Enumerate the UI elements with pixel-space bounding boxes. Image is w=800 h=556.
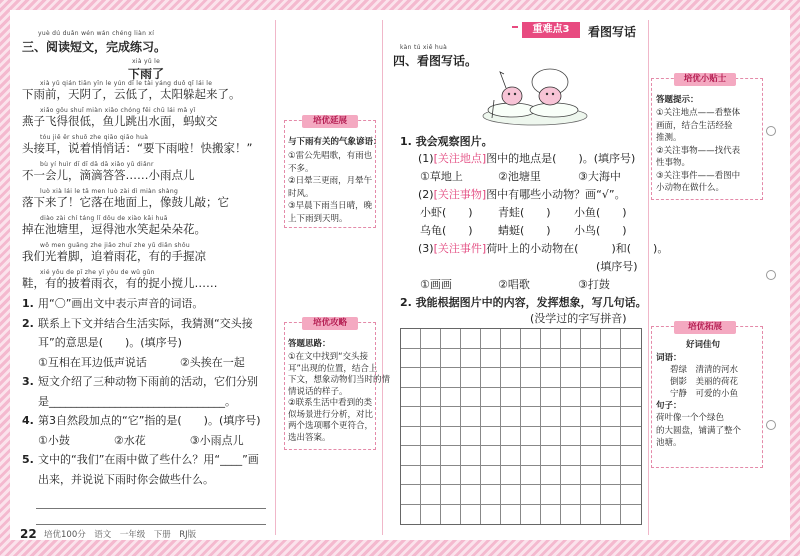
strategy-line: ②联系生活中看到的类	[288, 398, 373, 408]
tip-line: 小动物在做什么。	[656, 183, 725, 193]
grid-cell[interactable]	[601, 388, 621, 408]
q1-1-option: ①草地上	[420, 170, 463, 183]
grid-cell[interactable]	[501, 329, 521, 349]
grid-cell[interactable]	[621, 485, 641, 505]
grid-cell[interactable]	[441, 485, 461, 505]
animal-checkbox[interactable]: 小鱼( )	[574, 206, 627, 219]
grid-cell[interactable]	[461, 446, 481, 466]
tips-tag: 培优小贴士	[674, 73, 736, 86]
right-section-title: 四、看图写话。	[393, 54, 478, 68]
q1-3-option: ③打鼓	[578, 278, 610, 291]
grid-cell[interactable]	[441, 407, 461, 427]
sentence-line: 的大圆盘，铺满了整个	[656, 425, 742, 436]
grid-cell[interactable]	[481, 329, 501, 349]
tip-line: ③关注事件——看图中	[656, 170, 741, 181]
grid-cell[interactable]	[561, 427, 581, 447]
grid-cell[interactable]	[501, 505, 521, 525]
q1-1-option: ②池塘里	[498, 170, 541, 183]
focus-place-tag: 关注地点	[437, 152, 482, 165]
grid-cell[interactable]	[441, 368, 461, 388]
grid-cell[interactable]	[581, 407, 601, 427]
q1-3: (3)[关注事件]荷叶上的小动物在( )和( )。	[418, 242, 669, 255]
question-number: 1.	[22, 297, 34, 310]
passage-line-pinyin: xié yǒu de pī zhe yī yǒu de wǔ gǔn	[40, 269, 155, 276]
q1-3-option: ②唱歌	[498, 278, 530, 291]
question-text: 联系上下文并结合生活实际，我猜测“交头接	[38, 316, 253, 330]
passage-line-pinyin: diào zài chí táng lǐ dōu de xiào kāi huā	[40, 215, 168, 222]
grid-cell[interactable]	[581, 446, 601, 466]
grid-cell[interactable]	[541, 368, 561, 388]
passage-line-pinyin: wǒ men guāng zhe jiǎo zhuī zhe yǔ diǎn shǒu	[40, 242, 190, 249]
grid-cell[interactable]	[401, 505, 421, 525]
grid-cell[interactable]	[521, 505, 541, 525]
word-pair: 倒影 美丽的荷花	[670, 377, 739, 387]
strategy-line: 选出答案。	[288, 432, 331, 443]
q1-2-text: 图中有哪些小动物？画“√”。	[486, 188, 626, 201]
animal-checkbox[interactable]: 小鸟( )	[574, 224, 627, 237]
question-text: 文中的“我们”在雨中做了些什么？用“____”画	[38, 453, 259, 466]
binder-ring	[766, 270, 776, 280]
grid-cell[interactable]	[561, 329, 581, 349]
grid-cell[interactable]	[461, 466, 481, 486]
grid-cell[interactable]	[561, 505, 581, 525]
grid-cell[interactable]	[441, 466, 461, 486]
grid-cell[interactable]	[561, 349, 581, 369]
grid-cell[interactable]	[621, 466, 641, 486]
grid-cell[interactable]	[401, 427, 421, 447]
passage-title-pinyin: xià yǔ le	[132, 58, 161, 65]
grid-cell[interactable]	[501, 368, 521, 388]
grid-cell[interactable]	[621, 388, 641, 408]
grid-cell[interactable]	[541, 466, 561, 486]
grid-cell[interactable]	[521, 466, 541, 486]
tip-line: 画面，结合生活经验	[656, 120, 733, 131]
grid-cell[interactable]	[621, 505, 641, 525]
grid-cell[interactable]	[541, 427, 561, 447]
grid-cell[interactable]	[481, 466, 501, 486]
question-text: 短文介绍了三种动物下雨前的活动，它们分别	[38, 375, 258, 388]
strategy-line: 两个选项哪个更符合，	[288, 421, 374, 431]
q1-1: (1)[关注地点]图中的地点是( )。(填序号)	[418, 152, 636, 165]
strategy-line: 情说话的样子。	[288, 386, 348, 397]
grid-cell[interactable]	[521, 329, 541, 349]
extension-line: 时风。	[288, 188, 314, 199]
grid-cell[interactable]	[581, 466, 601, 486]
binder-ring	[766, 126, 776, 136]
focus-event-tag: 关注事件	[437, 242, 482, 255]
grid-cell[interactable]	[541, 407, 561, 427]
binder-ring	[766, 420, 776, 430]
animal-checkbox[interactable]: 青蛙( )	[498, 206, 551, 219]
grid-cell[interactable]	[481, 368, 501, 388]
question-number: 3.	[22, 375, 34, 388]
grid-cell[interactable]	[541, 446, 561, 466]
column-divider	[382, 20, 383, 535]
column-divider	[648, 20, 649, 535]
column-divider	[275, 20, 276, 535]
grid-cell[interactable]	[621, 427, 641, 447]
grid-cell[interactable]	[581, 329, 601, 349]
extension-tag: 培优延展	[302, 115, 358, 128]
question-text: 是________________________________。	[38, 394, 236, 408]
passage-line-pinyin: xiǎo gǒu shuǐ miàn xiǎo chóng fēi chū lái mǎ yǐ	[40, 107, 196, 114]
passage-line-pinyin: luò xià lái le tā men luò zài dì miàn shàng	[40, 188, 179, 195]
question-text: ①互相在耳边低声说话 ②头挨在一起	[38, 355, 245, 369]
grid-cell[interactable]	[521, 349, 541, 369]
q1-3-tail: (填序号)	[596, 260, 638, 273]
tips-title: 答题提示：	[656, 95, 699, 105]
grid-cell[interactable]	[601, 446, 621, 466]
extension-line: 上下雨到天明。	[288, 213, 348, 224]
grid-cell[interactable]	[601, 407, 621, 427]
grid-cell[interactable]	[421, 329, 441, 349]
grid-cell[interactable]	[601, 505, 621, 525]
passage-line: 我们光着脚，追着雨花，有的手握凉	[22, 249, 206, 263]
extension-line: 不多。	[288, 163, 314, 174]
passage-line: 鞋，有的披着雨衣，有的捉小搅儿……	[22, 276, 218, 290]
grid-cell[interactable]	[541, 505, 561, 525]
question-text: 第3自然段加点的“它”指的是( )。(填序号)	[38, 414, 261, 427]
grid-cell[interactable]	[441, 329, 461, 349]
grid-cell[interactable]	[481, 388, 501, 408]
grid-cell[interactable]	[401, 407, 421, 427]
passage-line-pinyin: tóu jiē ěr shuō zhe qiāo qiāo huà	[40, 134, 149, 141]
q2-note: (没学过的字写拼音)	[530, 312, 627, 325]
extension-line: ②日晕三更雨，月晕午	[288, 176, 373, 186]
passage-line: 掉在池塘里，逗得池水笑起朵朵花。	[22, 222, 206, 236]
grid-cell[interactable]	[481, 407, 501, 427]
grid-cell[interactable]	[461, 349, 481, 369]
grid-cell[interactable]	[561, 388, 581, 408]
sentence-line: 池塘。	[656, 438, 682, 448]
q1-1-option: ③大海中	[578, 170, 621, 183]
grid-cell[interactable]	[421, 446, 441, 466]
animal-checkbox[interactable]: 乌龟( )	[420, 224, 473, 237]
grid-cell[interactable]	[401, 466, 421, 486]
key-point-badge: 重难点3	[522, 22, 580, 38]
focus-things-tag: 关注事物	[437, 188, 482, 201]
extension-title: 与下雨有关的气象谚语：	[288, 137, 382, 147]
answer-line	[36, 524, 266, 525]
grid-cell[interactable]	[561, 466, 581, 486]
wave-mark	[512, 26, 518, 29]
sentence-label: 句子：	[656, 401, 682, 411]
right-section-pinyin: kàn tú xiě huà	[400, 44, 448, 51]
tip-line: 推测。	[656, 133, 682, 143]
grid-cell[interactable]	[441, 446, 461, 466]
tip-line: ②关注事物——找代表	[656, 145, 741, 156]
grid-cell[interactable]	[541, 388, 561, 408]
grid-cell[interactable]	[501, 388, 521, 408]
grid-cell[interactable]	[581, 349, 601, 369]
question-text: ①小鼓 ②水花 ③小雨点儿	[38, 433, 244, 447]
passage-title: 下雨了	[128, 67, 165, 81]
grid-cell[interactable]	[521, 485, 541, 505]
passage-line: 燕子飞得很低，鱼儿跳出水面，蚂蚁交	[22, 114, 218, 128]
passage-line: 落下来了！它落在地面上，像鼓儿敲；它	[22, 195, 229, 209]
sentence-line: 荷叶像一个个绿色	[656, 413, 725, 423]
writing-grid-frame[interactable]	[400, 328, 642, 525]
grid-cell[interactable]	[601, 329, 621, 349]
question-text: 用“〇”画出文中表示声音的词语。	[38, 297, 204, 310]
grid-cell[interactable]	[581, 368, 601, 388]
q1-title: 1. 我会观察图片。	[400, 135, 493, 148]
grid-cell[interactable]	[441, 505, 461, 525]
grid-cell[interactable]	[501, 446, 521, 466]
grid-cell[interactable]	[521, 368, 541, 388]
grid-cell[interactable]	[621, 368, 641, 388]
grid-cell[interactable]	[501, 349, 521, 369]
strategy-line: 下文，想象动物们当时的情	[288, 375, 391, 385]
grid-cell[interactable]	[421, 407, 441, 427]
grid-cell[interactable]	[421, 427, 441, 447]
grid-cell[interactable]	[621, 329, 641, 349]
grid-cell[interactable]	[461, 485, 481, 505]
extension-line: ③早晨下雨当日晴，晚	[288, 201, 373, 211]
grid-cell[interactable]	[481, 349, 501, 369]
grid-cell[interactable]	[421, 368, 441, 388]
grid-cell[interactable]	[541, 485, 561, 505]
grid-cell[interactable]	[481, 427, 501, 447]
grid-cell[interactable]	[461, 388, 481, 408]
extension-words-tag: 培优拓展	[674, 321, 736, 334]
grid-cell[interactable]	[421, 466, 441, 486]
strategy-line: 耳”出现的位置，结合上	[288, 363, 378, 374]
question-number: 4.	[22, 414, 34, 427]
grid-cell[interactable]	[601, 368, 621, 388]
tip-line: ①关注地点——看整体	[656, 108, 741, 118]
grid-cell[interactable]	[441, 349, 461, 369]
grid-cell[interactable]	[521, 407, 541, 427]
animal-checkbox[interactable]: 小虾( )	[420, 206, 473, 219]
page-number: 22	[20, 527, 37, 541]
grid-cell[interactable]	[401, 388, 421, 408]
grid-cell[interactable]	[401, 446, 421, 466]
strategy-tag: 培优攻略	[302, 317, 358, 330]
passage-line-pinyin: bù yí huìr dī dī dā dā xiǎo yǔ diǎnr	[40, 161, 154, 168]
passage-line-pinyin: xià yǔ qián tiān yīn le yún dī le tài yáng duǒ qǐ lái le	[40, 80, 213, 87]
lotus-pond-illustration	[480, 60, 590, 130]
q2-title: 2. 我能根据图片中的内容，发挥想象，写几句话。	[400, 296, 647, 309]
grid-cell[interactable]	[421, 505, 441, 525]
grid-cell[interactable]	[401, 368, 421, 388]
q1-1-text: 图中的地点是( )。(填序号)	[486, 152, 636, 165]
grid-cell[interactable]	[561, 368, 581, 388]
strategy-title: 答题思路：	[288, 339, 331, 349]
section-pinyin: yuè dú duǎn wén wán chéng liàn xí	[38, 30, 155, 37]
passage-line: 下雨前，天阴了，云低了，太阳躲起来了。	[22, 87, 241, 101]
extension-line: ①雷公先唱歌，有雨也	[288, 151, 373, 161]
grid-cell[interactable]	[441, 427, 461, 447]
grid-cell[interactable]	[501, 407, 521, 427]
grid-cell[interactable]	[581, 505, 601, 525]
grid-cell[interactable]	[461, 427, 481, 447]
grid-cell[interactable]	[601, 427, 621, 447]
tip-line: 性事物。	[656, 158, 691, 168]
word-pair: 宁静 可爱的小鱼	[670, 389, 739, 399]
grid-cell[interactable]	[601, 466, 621, 486]
question-text: 出来，并说说下雨时你会做些什么。	[38, 472, 214, 486]
grid-cell[interactable]	[481, 446, 501, 466]
word-pair: 碧绿 清清的河水	[670, 365, 739, 375]
q1-3-option: ①画画	[420, 278, 452, 291]
grid-cell[interactable]	[621, 446, 641, 466]
grid-cell[interactable]	[621, 407, 641, 427]
question-number: 2.	[22, 316, 34, 330]
q1-2: (2)[关注事物]图中有哪些小动物？画“√”。	[418, 188, 626, 201]
grid-cell[interactable]	[521, 427, 541, 447]
grid-cell[interactable]	[501, 485, 521, 505]
grid-cell[interactable]	[501, 466, 521, 486]
grid-cell[interactable]	[461, 505, 481, 525]
words-subtitle: 好词佳句	[686, 340, 721, 350]
grid-cell[interactable]	[581, 427, 601, 447]
passage-line: 头接耳，说着悄悄话：“要下雨啦！快搬家！”	[22, 141, 253, 155]
passage-line: 不一会儿，滴滴答答……小雨点儿	[22, 168, 195, 182]
grid-cell[interactable]	[481, 485, 501, 505]
grid-cell[interactable]	[581, 388, 601, 408]
grid-cell[interactable]	[621, 349, 641, 369]
grid-cell[interactable]	[461, 329, 481, 349]
grid-cell[interactable]	[401, 485, 421, 505]
grid-cell[interactable]	[541, 349, 561, 369]
question-text: 耳”的意思是( )。(填序号)	[38, 336, 182, 349]
strategy-line: 似场景进行分析，对比	[288, 409, 374, 420]
answer-line	[36, 508, 266, 509]
question-number: 5.	[22, 453, 34, 466]
book-info: 培优100分 语文 一年级 下册 RJ版	[44, 530, 197, 540]
grid-cell[interactable]	[481, 505, 501, 525]
grid-cell[interactable]	[421, 349, 441, 369]
strategy-line: ①在文中找到“交头接	[288, 352, 369, 362]
animal-checkbox[interactable]: 蜻蜓( )	[498, 224, 551, 237]
grid-cell[interactable]	[401, 329, 421, 349]
grid-cell[interactable]	[601, 485, 621, 505]
grid-cell[interactable]	[421, 388, 441, 408]
q1-3-text: 荷叶上的小动物在( )和( )。	[486, 242, 669, 255]
grid-cell[interactable]	[441, 388, 461, 408]
grid-cell[interactable]	[561, 407, 581, 427]
grid-cell[interactable]	[561, 485, 581, 505]
grid-cell[interactable]	[421, 485, 441, 505]
grid-cell[interactable]	[521, 446, 541, 466]
grid-cell[interactable]	[581, 485, 601, 505]
section-title: 三、阅读短文，完成练习。	[22, 40, 167, 54]
grid-cell[interactable]	[461, 368, 481, 388]
grid-cell[interactable]	[561, 446, 581, 466]
grid-cell[interactable]	[401, 349, 421, 369]
grid-cell[interactable]	[601, 349, 621, 369]
grid-cell[interactable]	[521, 388, 541, 408]
key-point-title: 看图写话	[588, 25, 637, 39]
grid-cell[interactable]	[501, 427, 521, 447]
grid-cell[interactable]	[461, 407, 481, 427]
words-label: 词语：	[656, 353, 682, 363]
grid-cell[interactable]	[541, 329, 561, 349]
